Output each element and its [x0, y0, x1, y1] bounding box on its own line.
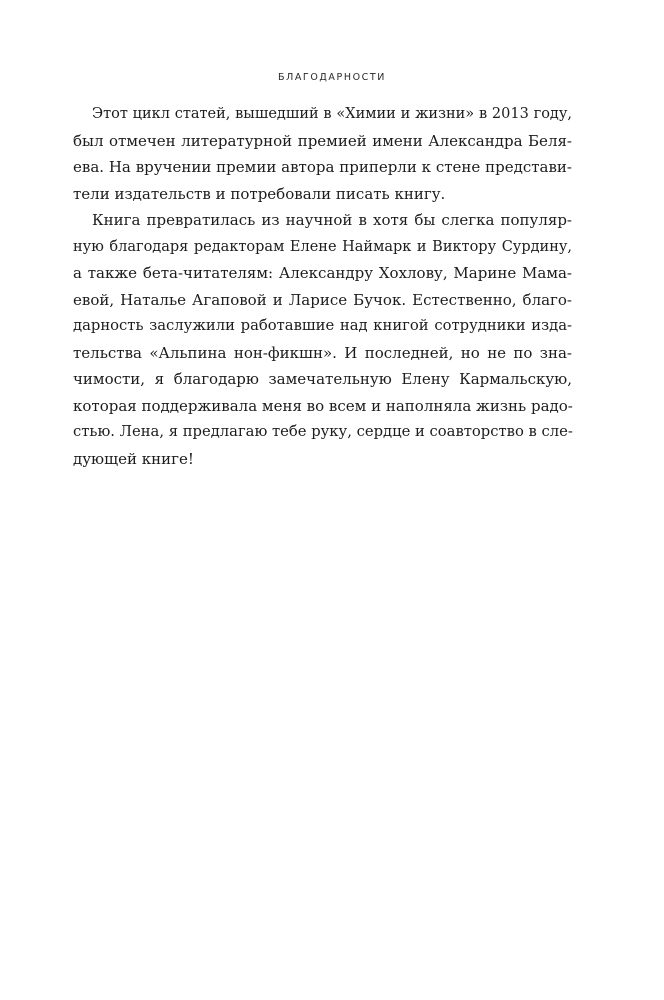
- paragraph-1-line-3: ева. На вручении премии автора приперли к стене представи-: [73, 158, 572, 176]
- paragraph-2-line-5: дарность заслужили работавшие над книгой сотрудники изда-: [73, 317, 572, 334]
- paragraph-2-line-8: которая поддерживала меня во всем и наполняла жизнь радо-: [73, 396, 573, 415]
- paragraph-2-line-10: дующей книге!: [73, 449, 194, 468]
- paragraph-1-line-1: Этот цикл статей, вышедший в «Химии и жизни» в 2013 году,: [92, 106, 572, 122]
- paragraph-2-line-4: евой, Наталье Агаповой и Ларисе Бучок. Естественно, благо-: [73, 290, 572, 309]
- running-header: БЛАГОДАРНОСТИ: [277, 72, 387, 83]
- paragraph-2-line-9: стью. Лена, я предлагаю тебе руку, сердце и соавторство в сле-: [73, 423, 573, 440]
- paragraph-2-line-3: а также бета-читателям: Александру Хохлову, Марине Мама-: [73, 264, 572, 282]
- paragraph-1-line-4: тели издательств и потребовали писать книгу.: [73, 184, 446, 203]
- paragraph-2-line-2: ную благодаря редакторам Елене Наймарк и Виктору Сурдину,: [73, 238, 572, 255]
- paragraph-2-line-6: тельства «Альпина нон-фикшн». И последней, но не по зна-: [73, 343, 572, 362]
- paragraph-1-line-2: был отмечен литературной премией имени Александра Беля-: [73, 131, 572, 150]
- body-text: [73, 101, 573, 472]
- paragraph-2-line-1: Книга превратилась из научной в хотя бы слегка популяр-: [92, 211, 572, 229]
- paragraph-2-line-7: чимости, я благодарю замечательную Елену Кармальскую,: [73, 370, 572, 388]
